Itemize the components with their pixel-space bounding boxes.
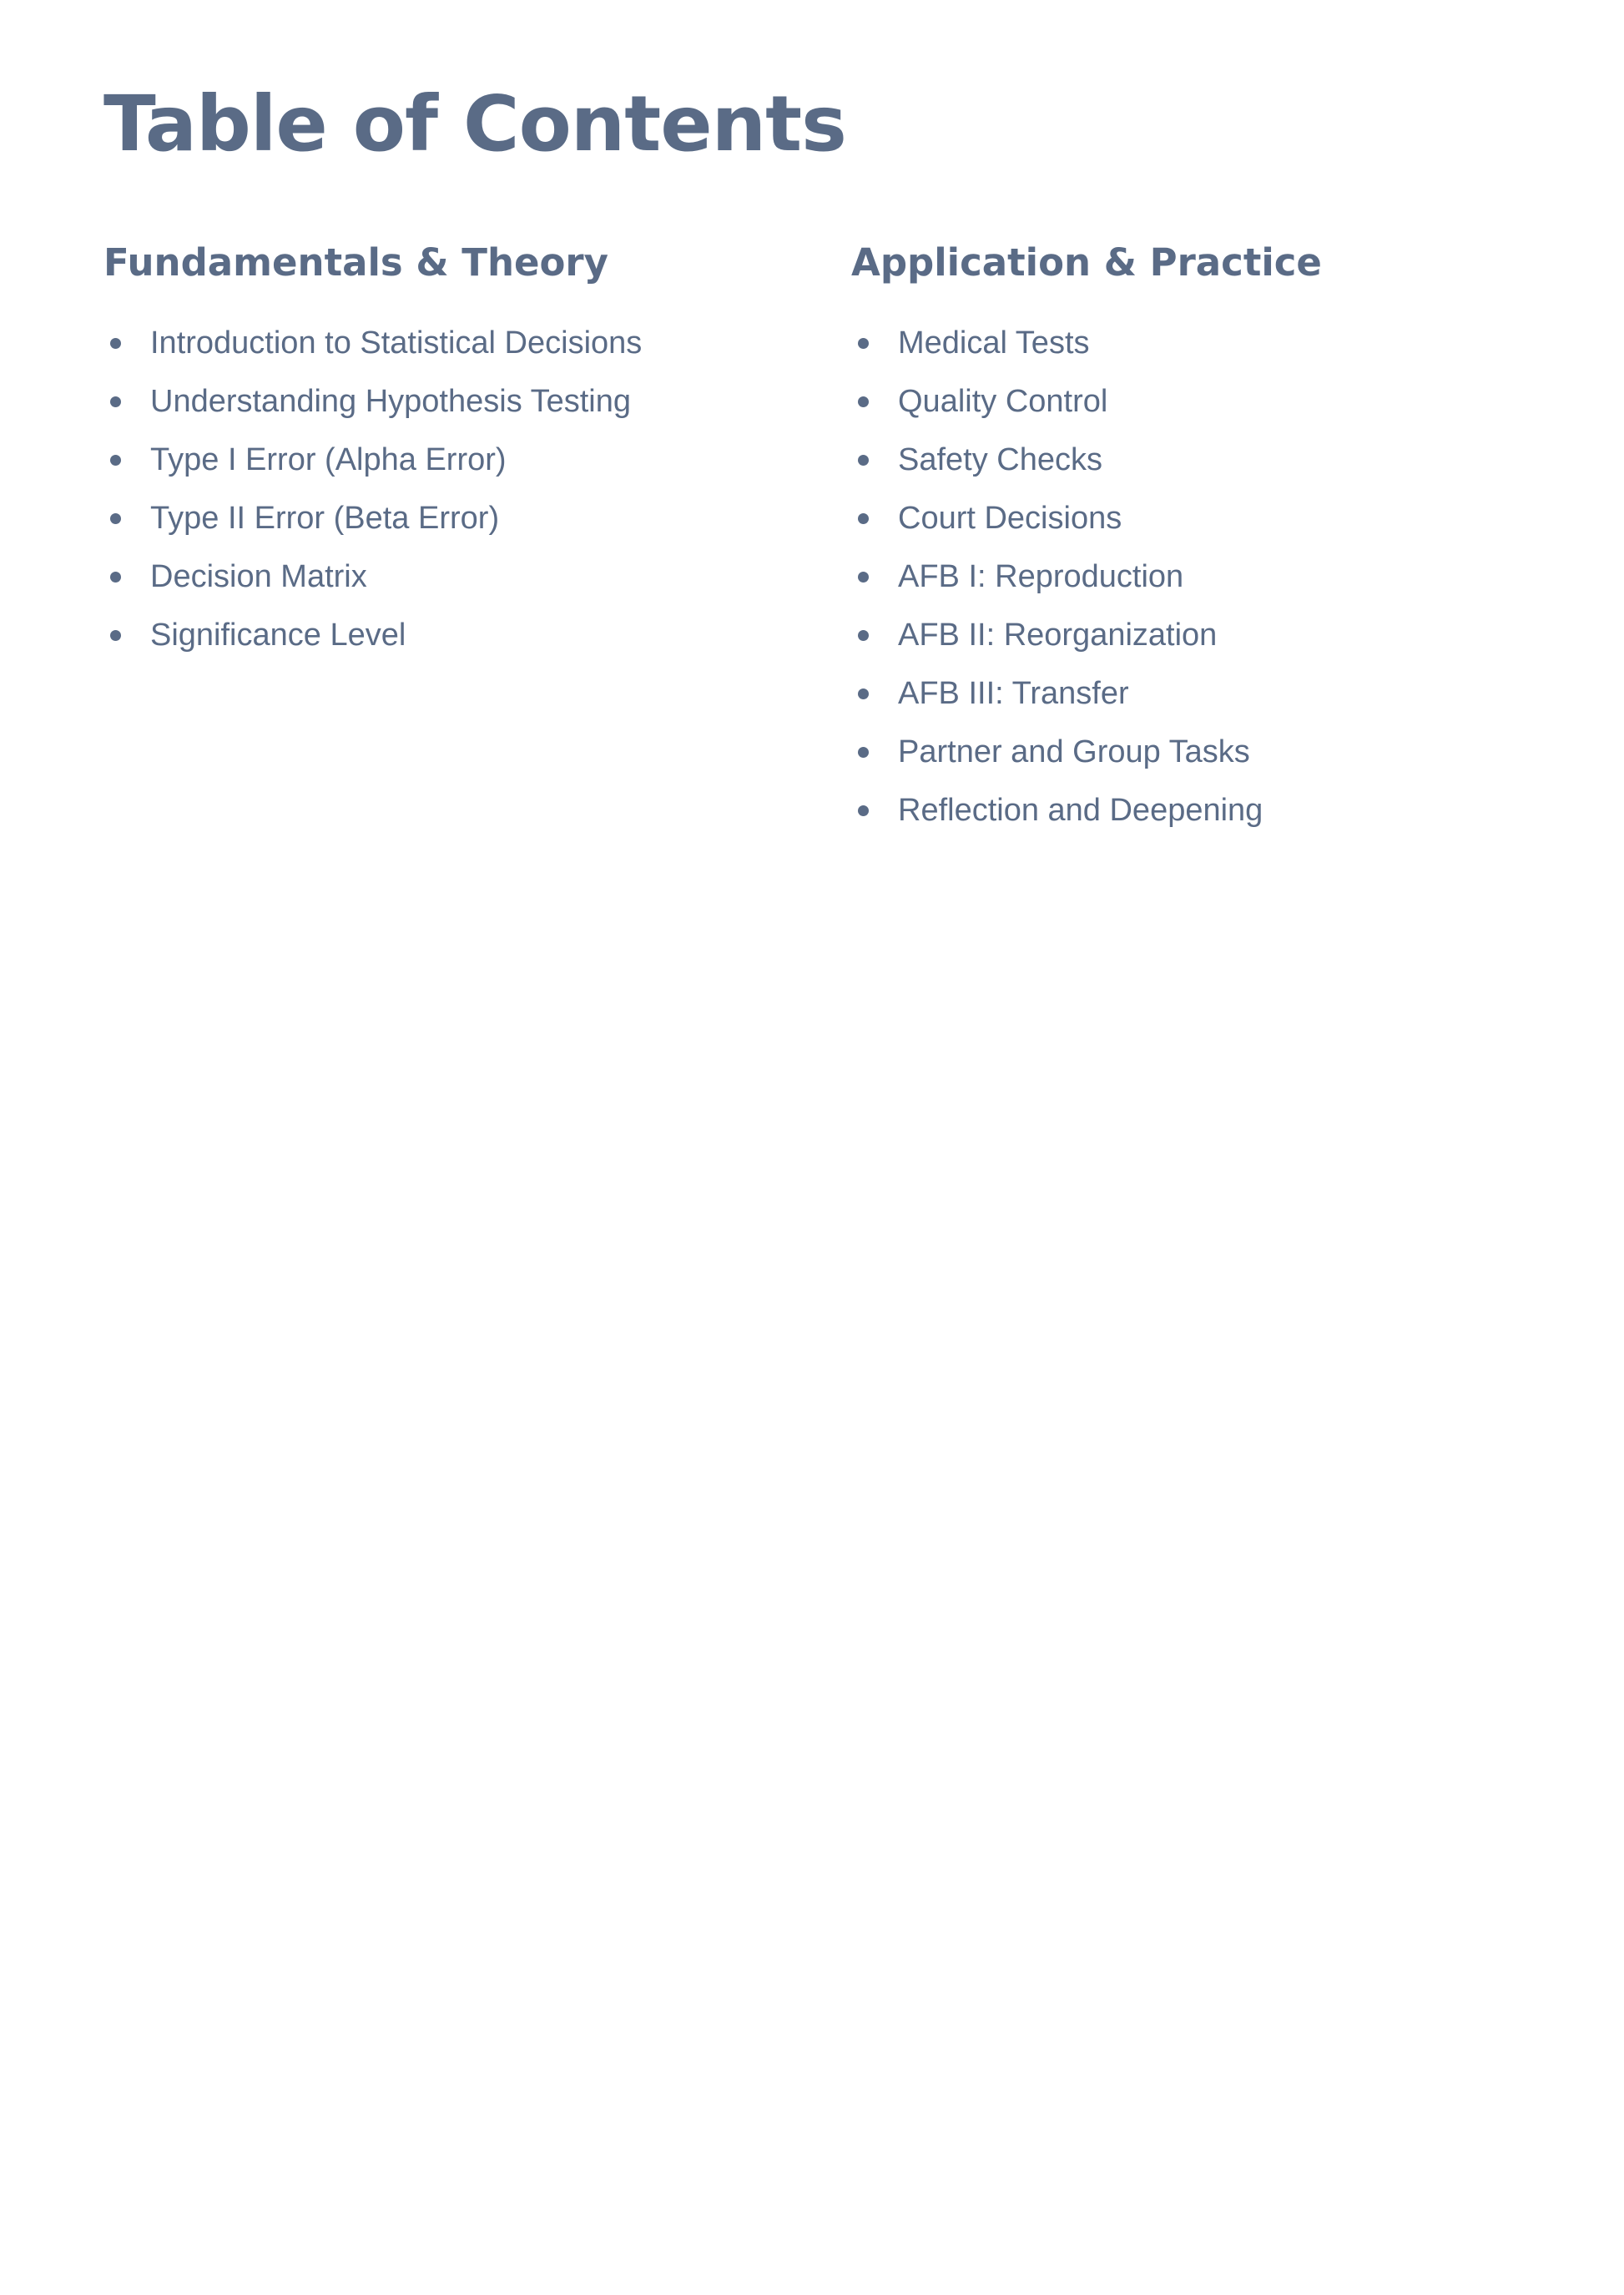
bullet-icon [110, 455, 121, 466]
toc-item[interactable] [103, 431, 851, 489]
bullet-icon [858, 396, 869, 407]
bullet-icon [858, 572, 869, 583]
toc-item-label: Reflection and Deepening [898, 792, 1263, 828]
toc-item[interactable] [103, 547, 851, 606]
toc-column-fundamentals [103, 240, 851, 840]
toc-columns [103, 240, 1521, 840]
bullet-icon [110, 572, 121, 583]
bullet-icon [110, 396, 121, 407]
toc-item[interactable] [851, 664, 1519, 723]
toc-item[interactable] [103, 489, 851, 547]
toc-item-label: Partner and Group Tasks [898, 734, 1250, 769]
toc-item-label: Introduction to Statistical Decisions [150, 325, 643, 361]
toc-item[interactable] [851, 606, 1519, 664]
toc-item-label: AFB I: Reproduction [898, 558, 1184, 594]
page-title: Table of Contents [103, 79, 846, 169]
bullet-icon [858, 747, 869, 758]
toc-item[interactable] [103, 606, 851, 664]
toc-item-label: Type I Error (Alpha Error) [150, 441, 507, 477]
toc-item[interactable] [851, 781, 1519, 840]
toc-item-label: Safety Checks [898, 441, 1102, 477]
bullet-icon [858, 688, 869, 699]
toc-item-label: Type II Error (Beta Error) [150, 500, 500, 536]
section-heading-application: Application & Practice [851, 240, 1322, 285]
toc-column-application [851, 240, 1519, 840]
toc-item-label: Decision Matrix [150, 558, 367, 594]
bullet-icon [110, 338, 121, 349]
bullet-icon [110, 513, 121, 524]
section-heading-fundamentals: Fundamentals & Theory [103, 240, 608, 285]
toc-item-label: Quality Control [898, 383, 1108, 419]
toc-item-label: Medical Tests [898, 325, 1090, 361]
bullet-icon [858, 805, 869, 816]
toc-item[interactable] [103, 314, 851, 372]
toc-item-label: AFB III: Transfer [898, 675, 1129, 711]
toc-item[interactable] [851, 314, 1519, 372]
toc-list-fundamentals [103, 314, 851, 664]
toc-item[interactable] [851, 723, 1519, 781]
toc-item-label: Understanding Hypothesis Testing [150, 383, 631, 419]
toc-item[interactable] [851, 372, 1519, 431]
toc-item[interactable] [851, 547, 1519, 606]
bullet-icon [858, 513, 869, 524]
bullet-icon [858, 630, 869, 641]
bullet-icon [858, 455, 869, 466]
bullet-icon [858, 338, 869, 349]
bullet-icon [110, 630, 121, 641]
toc-item[interactable] [103, 372, 851, 431]
toc-item-label: Court Decisions [898, 500, 1122, 536]
toc-list-application [851, 314, 1519, 840]
toc-item[interactable] [851, 489, 1519, 547]
toc-item-label: Significance Level [150, 617, 406, 653]
toc-item-label: AFB II: Reorganization [898, 617, 1218, 653]
toc-item[interactable] [851, 431, 1519, 489]
